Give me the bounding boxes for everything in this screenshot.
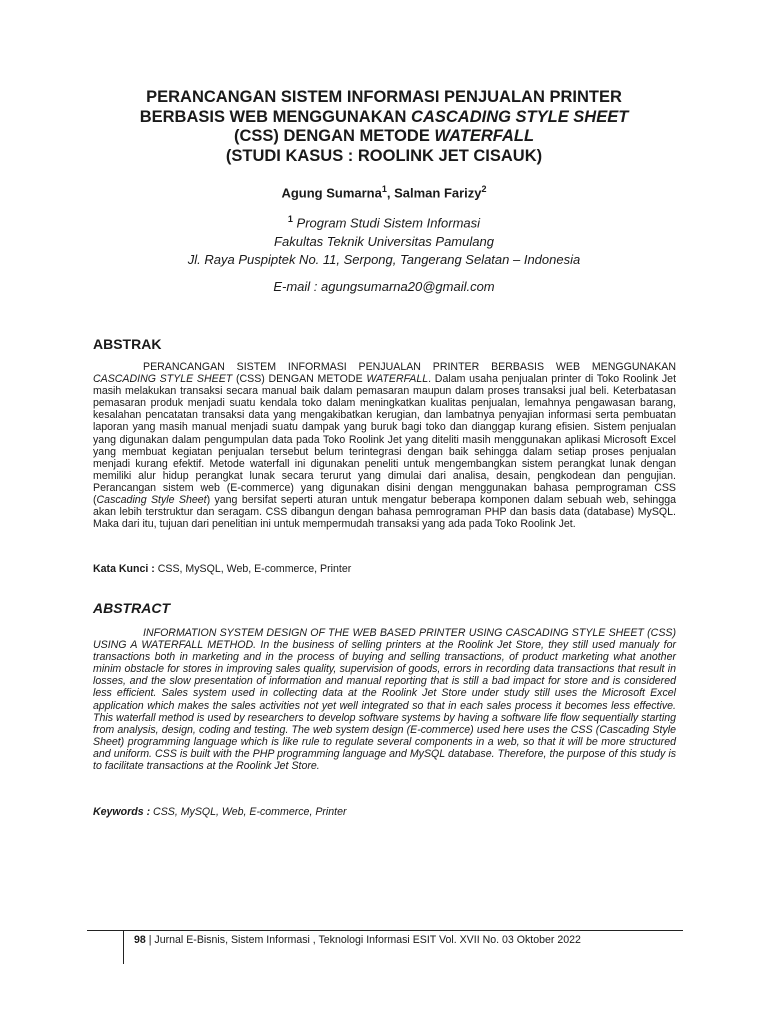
title-line-3-text: (CSS) DENGAN METODE bbox=[233, 127, 435, 145]
page-number: 98 bbox=[134, 934, 146, 946]
abstrak-text-2: (CSS) DENGAN METODE bbox=[232, 373, 367, 386]
abstract-heading: ABSTRACT bbox=[93, 600, 170, 616]
keywords-values: CSS, MySQL, Web, E-commerce, Printer bbox=[150, 806, 347, 818]
paper-title bbox=[60, 88, 708, 166]
author-2-sup: 2 bbox=[481, 184, 487, 194]
affiliation-program: Program Studi Sistem Informasi bbox=[292, 215, 481, 231]
affiliation-sup: 1 bbox=[287, 214, 293, 224]
title-line-2 bbox=[60, 108, 708, 128]
author-1-sup: 1 bbox=[381, 184, 387, 194]
title-line-4: (STUDI KASUS : ROOLINK JET CISAUK) bbox=[225, 146, 543, 165]
abstract-body: INFORMATION SYSTEM DESIGN OF THE WEB BASED PRINTER USING CASCADING STYLE SHEET (CSS) USING A WATERFALL METHOD. In the business of selling printers at the Roolink Jet Store, they still used manualy for transactions both in marketing and in the process of buying and selling transactions, of product marketing what another minim obstacle for stores in improving sales quality, supervision of goods, errors in recording data transactions that result in losses, and the slow presentation of information and manual reporting that is still a bad impact for store and is considered less efficient. Sales system used in collecting data at the Roolink Jet Store under study still uses the Microsoft Excel application which makes the sales activities not yet well integrated so that in each sales process it becomes less effective. This waterfall method is used by researchers to develop software systems by having a software life flow sequentially starting from analysis, design, coding and testing. The web system design (E-commerce) used here uses the CSS (Cascading Style Sheet) programming language which is like rule to regulate several components in a web, so that it will be more structured and uniform. CSS is built with the PHP programming language and MySQL database. Therefore, the purpose of this study is to facilitate transactions at the Roolink Jet Store. bbox=[93, 627, 676, 773]
title-line-3 bbox=[60, 127, 708, 147]
author-email: E-mail : agungsumarna20@gmail.com bbox=[273, 279, 495, 294]
footer-rule bbox=[87, 930, 683, 931]
author-2: Salman Farizy bbox=[394, 185, 482, 201]
title-line-1: PERANCANGAN SISTEM INFORMASI PENJUALAN PRINTER bbox=[146, 88, 622, 106]
abstrak-italic-1: CASCADING STYLE SHEET bbox=[93, 373, 233, 386]
abstrak-italic-2: WATERFALL bbox=[366, 373, 429, 386]
abstrak-text-4: ) yang bersifat seperti aturan untuk mengatur beberapa komponen dalam sebuah web, sehingga akan lebih terstruktur dan seragam. CSS dibangun dengan bahasa pemrograman PHP dan basis data (database) MySQL. Maka dari itu, tujuan dari penelitian ini untuk mempermudah transaksi yang ada pada Toko Roolink Jet. bbox=[93, 494, 677, 531]
affiliation-line-3: Jl. Raya Puspiptek No. 11, Serpong, Tangerang Selatan – Indonesia bbox=[187, 252, 581, 268]
keywords bbox=[93, 806, 347, 818]
page-footer bbox=[134, 933, 581, 947]
abstrak-heading: ABSTRAK bbox=[93, 336, 162, 352]
keywords-label: Keywords : bbox=[93, 806, 151, 818]
footer-vertical-rule bbox=[123, 930, 124, 964]
author-separator: , bbox=[386, 185, 395, 201]
title-line-2-italic: CASCADING STYLE SHEET bbox=[411, 107, 629, 126]
abstrak-text-3: . Dalam usaha penjualan printer di Toko Roolink Jet masih melakukan transaksi secara manual baik dalam pemasaran maupun dalam proses transaksi jual beli. Keterbatasan pemasaran produk menjadi suatu kendala toko dalam meningkatkan kualitas penjualan, lemahnya pengawasan barang, kesalahan pencatatan transaksi data yang mengakibatkan kerugian, dan lambatnya penyajian informasi serta pembuatan laporan yang masih manual menjadi suatu dampak yang buruk bagi toko dan dianggap kurang efisien. Sistem penjualan yang digunakan dalam pengumpulan data pada Toko Roolink Jet yang diteliti masih menggunakan aplikasi Microsoft Excel yang membuat kegiatan penjualan tersebut belum terintegrasi dengan baik sehingga dalam setiap proses penjualan menjadi kurang efektif. Metode waterfall ini digunakan peneliti untuk mengembangkan sistem perangkat lunak dengan memiliki alur hidup perangkat lunak secara terurut yang dimulai dari analisa, desain, pengkodean dan pengujian. Perancangan sistem web (E-commerce) yang digunakan disini dengan menggunakan bahasa pemprograman CSS ( bbox=[93, 373, 677, 507]
abstrak-text-1: PERANCANGAN SISTEM INFORMASI PENJUALAN PRINTER BERBASIS WEB MENGGUNAKAN bbox=[143, 361, 676, 373]
kata-kunci-label: Kata Kunci : bbox=[93, 563, 155, 575]
affiliation-line-2: Fakultas Teknik Universitas Pamulang bbox=[274, 233, 494, 249]
title-line-3-italic: WATERFALL bbox=[434, 127, 535, 145]
author-1: Agung Sumarna bbox=[281, 185, 382, 201]
affiliation bbox=[60, 210, 708, 270]
authors bbox=[60, 180, 708, 202]
abstrak-italic-3: Cascading Style Sheet bbox=[96, 494, 207, 507]
title-line-2-text: BERBASIS WEB MENGGUNAKAN bbox=[139, 107, 412, 126]
kata-kunci bbox=[93, 563, 351, 575]
kata-kunci-values: CSS, MySQL, Web, E-commerce, Printer bbox=[154, 563, 352, 575]
abstrak-body bbox=[93, 361, 676, 530]
journal-citation: | Jurnal E-Bisnis, Sistem Informasi , Teknologi Informasi ESIT Vol. XVII No. 03 Oktober 2022 bbox=[145, 934, 581, 946]
affiliation-line-1 bbox=[60, 210, 708, 233]
